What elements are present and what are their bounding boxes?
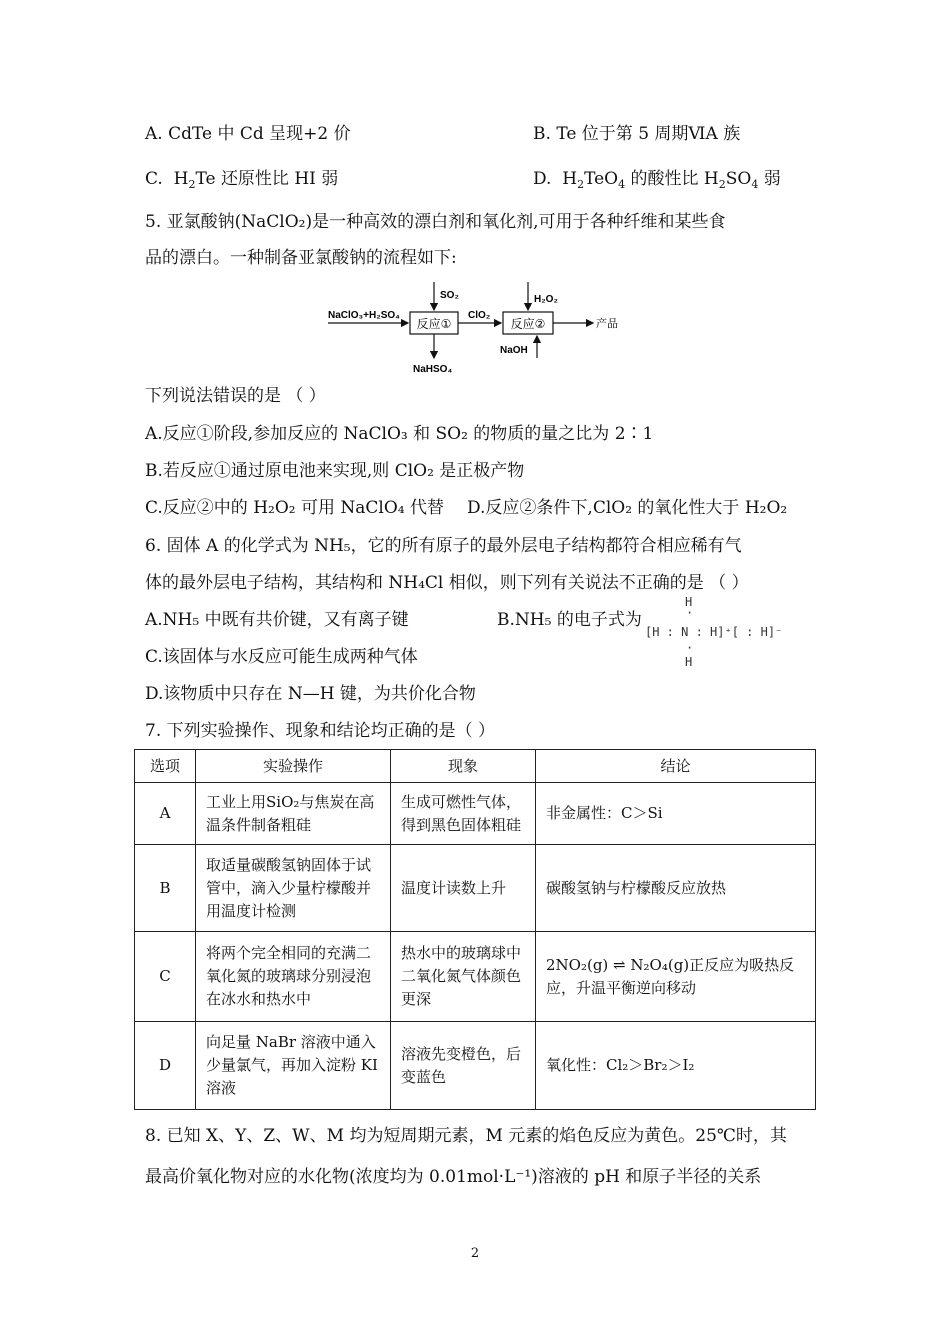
reactor-2-label: 反应② [510, 317, 546, 331]
table-row [135, 1022, 816, 1110]
row-a-operation: 工业上用SiO₂与焦炭在高温条件制备粗硅 [196, 783, 391, 845]
q5-question: 下列说法错误的是 （ ） [145, 386, 326, 406]
q5-stem-line1: 5. 亚氯酸钠(NaClO₂)是一种高效的漂白剂和氧化剂,可用于各种纤维和某些食 [145, 212, 726, 232]
q6-stem-line2: 体的最外层电子结构，其结构和 NH₄Cl 相似，则下列有关说法不正确的是 （ ） [145, 573, 749, 593]
table-row [135, 783, 816, 845]
nh5-electron-formula: H · [H : N : H]⁺[ : H]⁻ · H [645, 595, 783, 669]
q7-stem: 7. 下列实验操作、现象和结论均正确的是（ ） [145, 721, 496, 741]
q4-option-a: A. CdTe 中 Cd 呈现+2 价 [145, 124, 351, 144]
table-row [135, 845, 816, 932]
table-header-row [135, 750, 816, 783]
row-a-phenomenon: 生成可燃性气体，得到黑色固体粗硅 [391, 783, 536, 845]
row-c-operation: 将两个完全相同的充满二氧化氮的玻璃球分别浸泡在冰水和热水中 [196, 932, 391, 1022]
row-d-option: D [135, 1022, 196, 1110]
row-b-conclusion: 碳酸氢钠与柠檬酸反应放热 [536, 845, 816, 932]
q6-option-a: A.NH₅ 中既有共价键，又有离子键 [145, 610, 409, 630]
flow-so2-label: SO₂ [440, 290, 459, 301]
reactor-1-label: 反应① [416, 317, 452, 331]
header-option: 选项 [135, 750, 196, 783]
q5-option-a: A.反应①阶段,参加反应的 NaClO₃ 和 SO₂ 的物质的量之比为 2∶1 [145, 424, 654, 444]
row-b-operation: 取适量碳酸氢钠固体于试管中，滴入少量柠檬酸并用温度计检测 [196, 845, 391, 932]
q5-option-b: B.若反应①通过原电池来实现,则 ClO₂ 是正极产物 [145, 461, 525, 481]
flow-h2o2-label: H₂O₂ [534, 294, 558, 305]
header-phenomenon: 现象 [391, 750, 536, 783]
q6-option-c: C.该固体与水反应可能生成两种气体 [145, 647, 418, 667]
q8-stem-line2: 最高价氧化物对应的水化物(浓度均为 0.01mol·L⁻¹)溶液的 pH 和原子半径的关系 [145, 1167, 762, 1187]
q6-option-d: D.该物质中只存在 N—H 键，为共价化合物 [145, 684, 476, 704]
q6-stem-line1: 6. 固体 A 的化学式为 NH₅，它的所有原子的最外层电子结构都符合相应稀有气 [145, 536, 742, 556]
page-number: 2 [470, 1246, 480, 1261]
row-d-phenomenon: 溶液先变橙色，后变蓝色 [391, 1022, 536, 1110]
flow-nahso4-label: NaHSO₄ [413, 364, 453, 375]
row-d-conclusion: 氧化性：Cl₂＞Br₂＞I₂ [536, 1022, 816, 1110]
q4-option-c: C. $H_2Te$ 还原性比 HI 弱 [145, 169, 339, 191]
q5-option-d: D.反应②条件下,ClO₂ 的氧化性大于 H₂O₂ [467, 498, 788, 518]
flow-product-label: 产品 [596, 317, 618, 330]
table-row [135, 932, 816, 1022]
row-b-phenomenon: 温度计读数上升 [391, 845, 536, 932]
flow-naoh-label: NaOH [500, 345, 528, 356]
row-c-option: C [135, 932, 196, 1022]
header-conclusion: 结论 [536, 750, 816, 783]
row-d-operation: 向足量 NaBr 溶液中通入少量氯气，再加入淀粉 KI 溶液 [196, 1022, 391, 1110]
q6-option-b: B.NH₅ 的电子式为 [497, 610, 642, 630]
lewis-h-top: H [685, 595, 693, 609]
q8-stem-line1: 8. 已知 X、Y、Z、W、M 均为短周期元素，M 元素的焰色反应为黄色。25℃时，其 [145, 1126, 787, 1146]
q7-table [134, 749, 816, 1110]
row-a-conclusion: 非金属性：C＞Si [536, 783, 816, 845]
header-operation: 实验操作 [196, 750, 391, 783]
flow-input-label: NaClO₃+H₂SO₄ [328, 310, 400, 321]
row-a-option: A [135, 783, 196, 845]
q5-option-c: C.反应②中的 H₂O₂ 可用 NaClO₄ 代替 [145, 498, 445, 518]
q4-option-d: D. $H_2TeO_4$ 的酸性比 $H_2SO_4$ 弱 [533, 169, 781, 191]
row-b-option: B [135, 845, 196, 932]
row-c-phenomenon: 热水中的玻璃球中二氧化氮气体颜色更深 [391, 932, 536, 1022]
flow-clo2-label: ClO₂ [468, 310, 491, 321]
lewis-main: [H : N : H]⁺[ : H]⁻ [645, 625, 783, 639]
lewis-h-bottom: H [685, 655, 693, 669]
row-c-conclusion: 2NO₂(g) ⇌ N₂O₄(g)正反应为吸热反应，升温平衡逆向移动 [536, 932, 816, 1022]
q4-option-b: B. Te 位于第 5 周期ⅥA 族 [533, 124, 741, 144]
q5-flow-diagram [325, 280, 635, 376]
q5-stem-line2: 品的漂白。一种制备亚氯酸钠的流程如下: [145, 248, 457, 268]
